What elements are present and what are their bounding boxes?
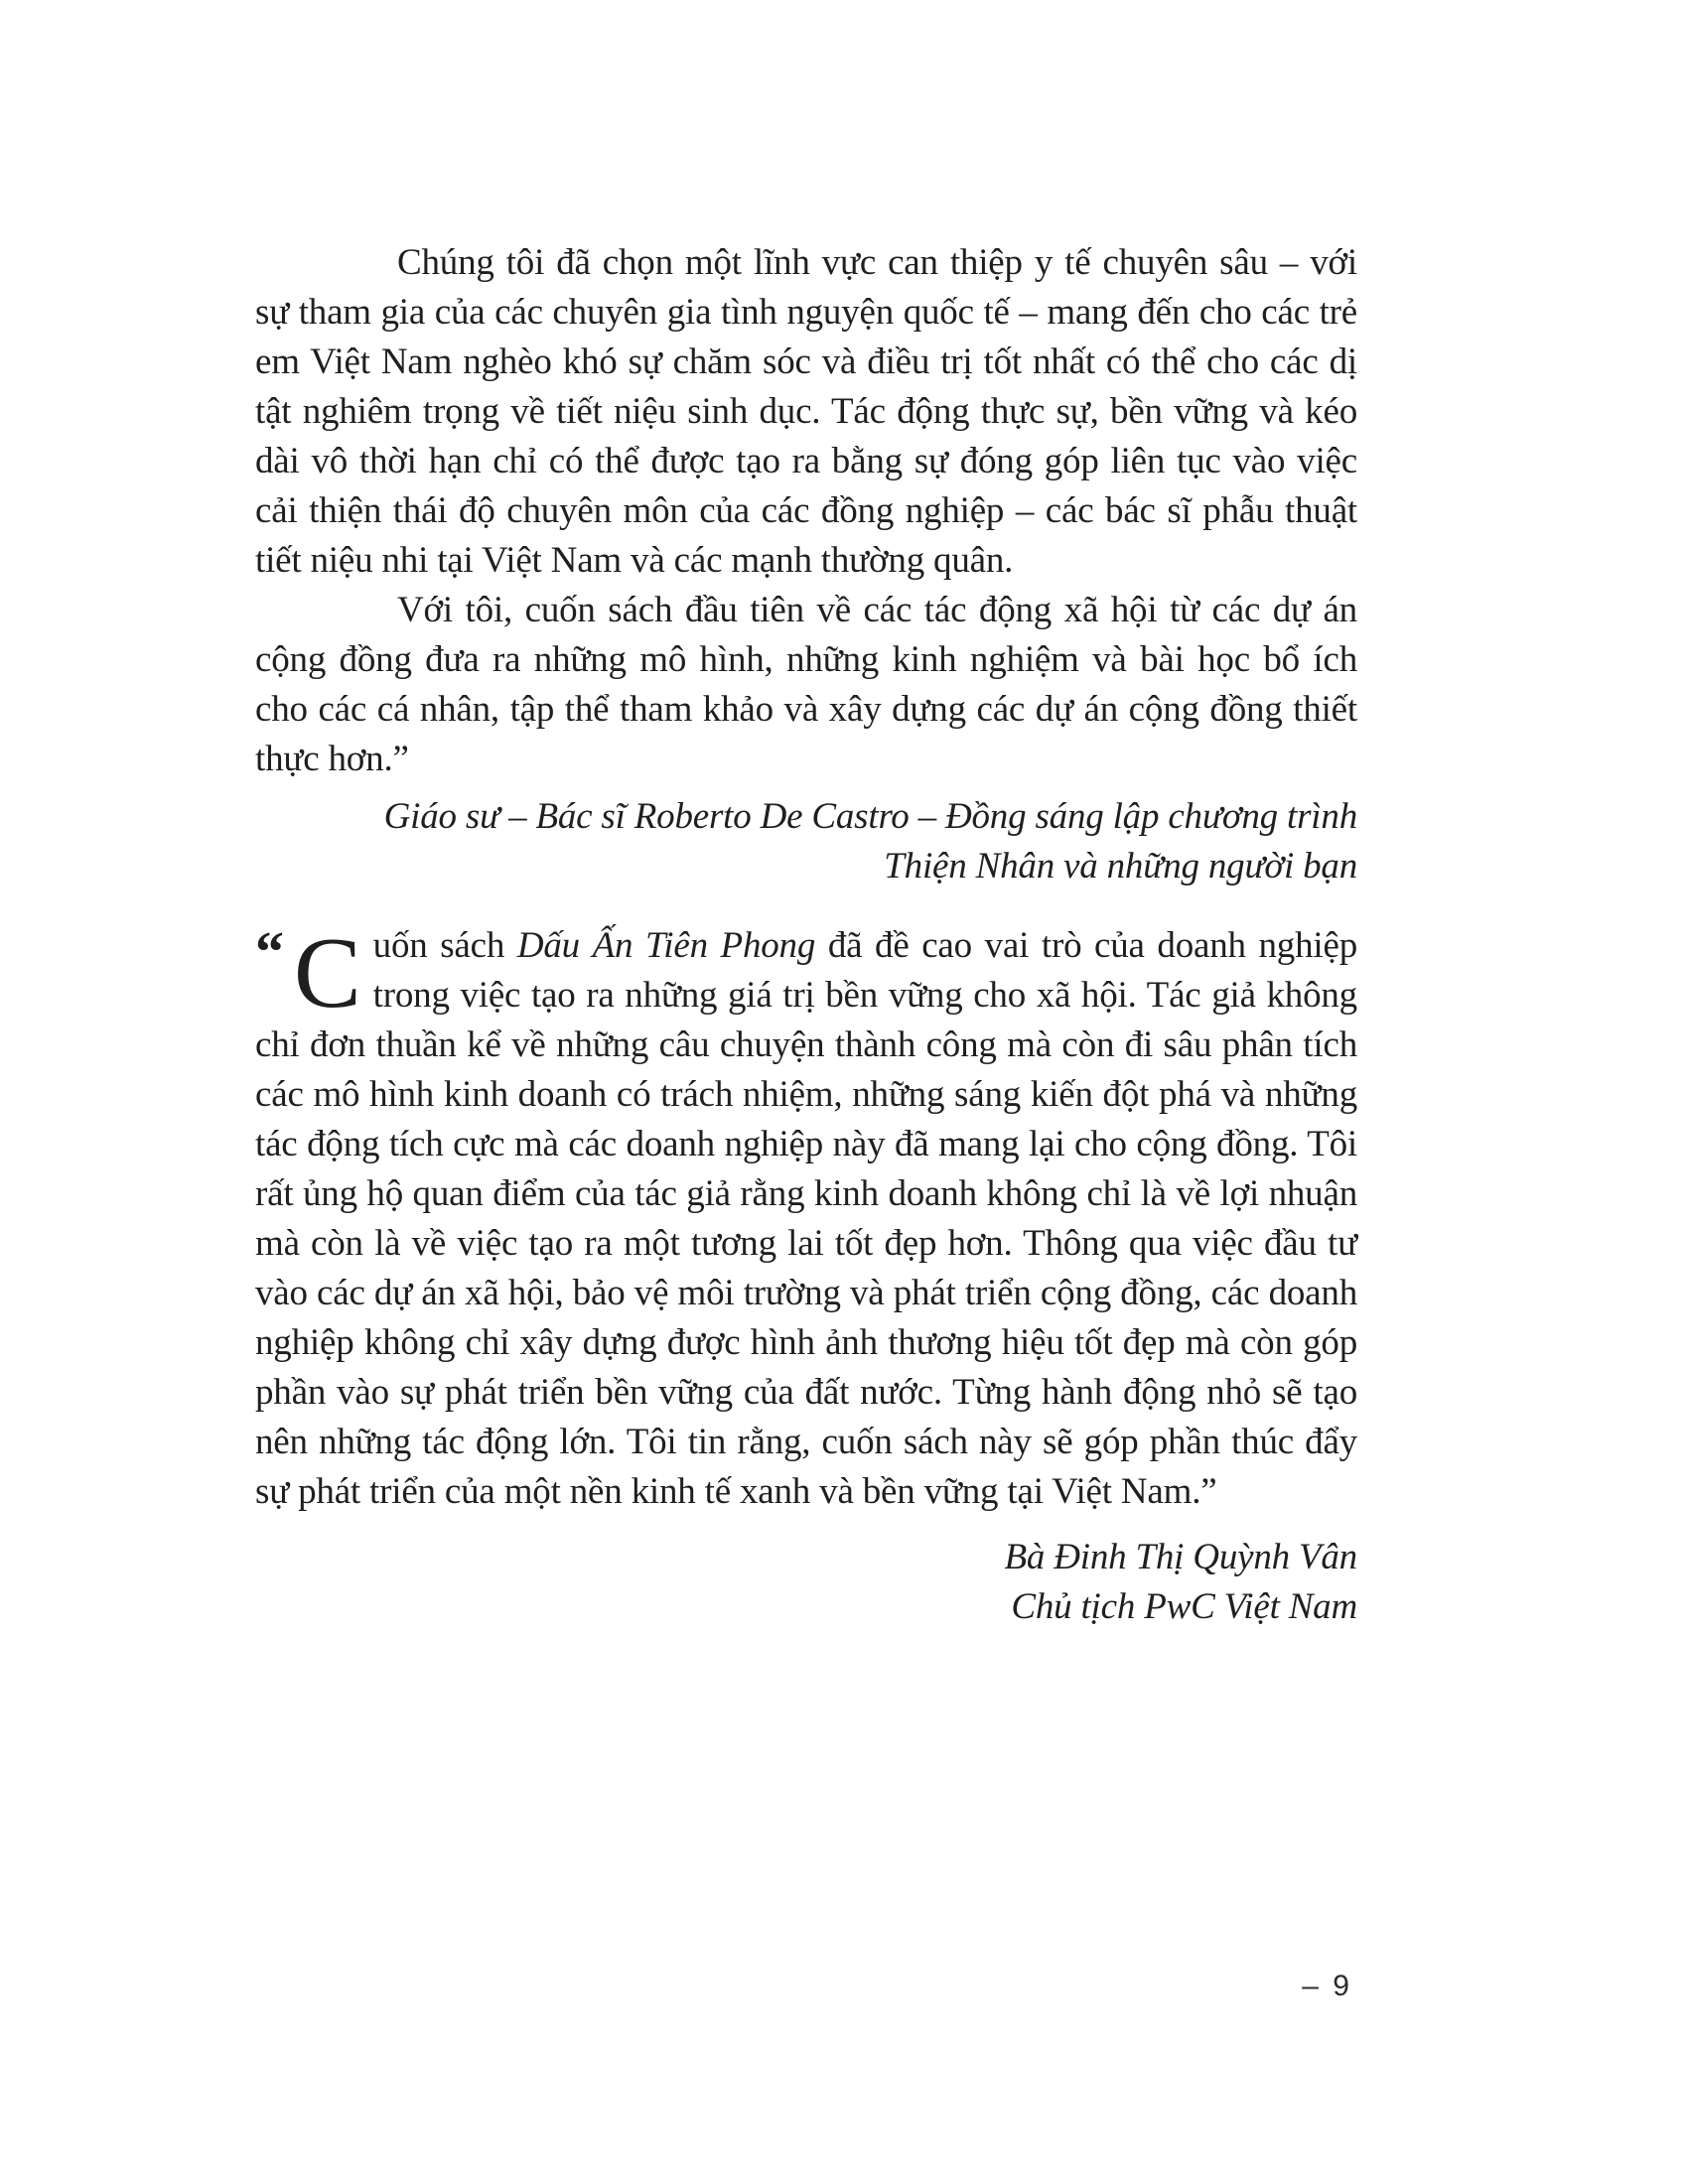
attribution-roberto-de-castro (255, 792, 1357, 891)
attribution-dinh-thi-quynh-van (255, 1533, 1357, 1632)
attribution-line-organization: Thiện Nhân và những người bạn (884, 846, 1357, 887)
quote-lead-text: uốn sách (372, 925, 517, 966)
page-number: – 9 (1302, 1970, 1352, 2002)
paragraph-medical-intervention: Chúng tôi đã chọn một lĩnh vực can thiệp y tế chuyên sâu – với sự tham gia của các chuyên gia tình nguyện quốc tế – mang đến cho các trẻ em Việt Nam nghèo khó sự chăm sóc và điều trị tốt nhất có thể cho các dị tật nghiêm trọng về tiết niệu sinh dục. Tác động thực sự, bền vững và kéo dài vô thời hạn chỉ có thể được tạo ra bằng sự đóng góp liên tục vào việc cải thiện thái độ chuyên môn của các đồng nghiệp – các bác sĩ phẫu thuật tiết niệu nhi tại Việt Nam và các mạnh thường quân. (255, 242, 1357, 581)
attribution-line-name: Bà Đinh Thị Quỳnh Vân (1004, 1537, 1357, 1577)
book-title: Dấu Ấn Tiên Phong (516, 925, 816, 966)
open-quote-mark: “ (255, 919, 284, 984)
quote-body-text: đã đề cao vai trò của doanh nghiệp trong việc tạo ra những giá trị bền vững cho xã hội. Tác giả không chỉ đơn thuần kể về những câu chuyện thành công mà còn đi sâu phân tích các mô hình kinh doanh có trách nhiệm, những sáng kiến đột phá và những tác động tích cực mà các doanh nghiệp này đã mang lại cho cộng đồng. Tôi rất ủng hộ quan điểm của tác giả rằng kinh doanh không chỉ là về lợi nhuận mà còn là về việc tạo ra một tương lai tốt đẹp hơn. Thông qua việc đầu tư vào các dự án xã hội, bảo vệ môi trường và phát triển cộng đồng, các doanh nghiệp không chỉ xây dựng được hình ảnh thương hiệu tốt đẹp mà còn góp phần vào sự phát triển bền vững của đất nước. Từng hành động nhỏ sẽ tạo nên những tác động lớn. Tôi tin rằng, cuốn sách này sẽ góp phần thúc đẩy sự phát triển của một nền kinh tế xanh và bền vững tại Việt Nam.” (255, 925, 1358, 1512)
attribution-line-role: Chủ tịch PwC Việt Nam (1011, 1586, 1357, 1627)
paragraph-first-book: Với tôi, cuốn sách đầu tiên về các tác động xã hội từ các dự án cộng đồng đưa ra những mô hình, những kinh nghiệm và bài học bổ ích cho các cá nhân, tập thể tham khảo và xây dựng các dự án cộng đồng thiết thực hơn.” (255, 590, 1357, 779)
quote-paragraph-pwc (255, 917, 1358, 1517)
drop-cap-letter: C (293, 917, 361, 1029)
text-column (255, 238, 1357, 1632)
attribution-line-title: Giáo sư – Bác sĩ Roberto De Castro – Đồng sáng lập chương trình (383, 796, 1357, 837)
